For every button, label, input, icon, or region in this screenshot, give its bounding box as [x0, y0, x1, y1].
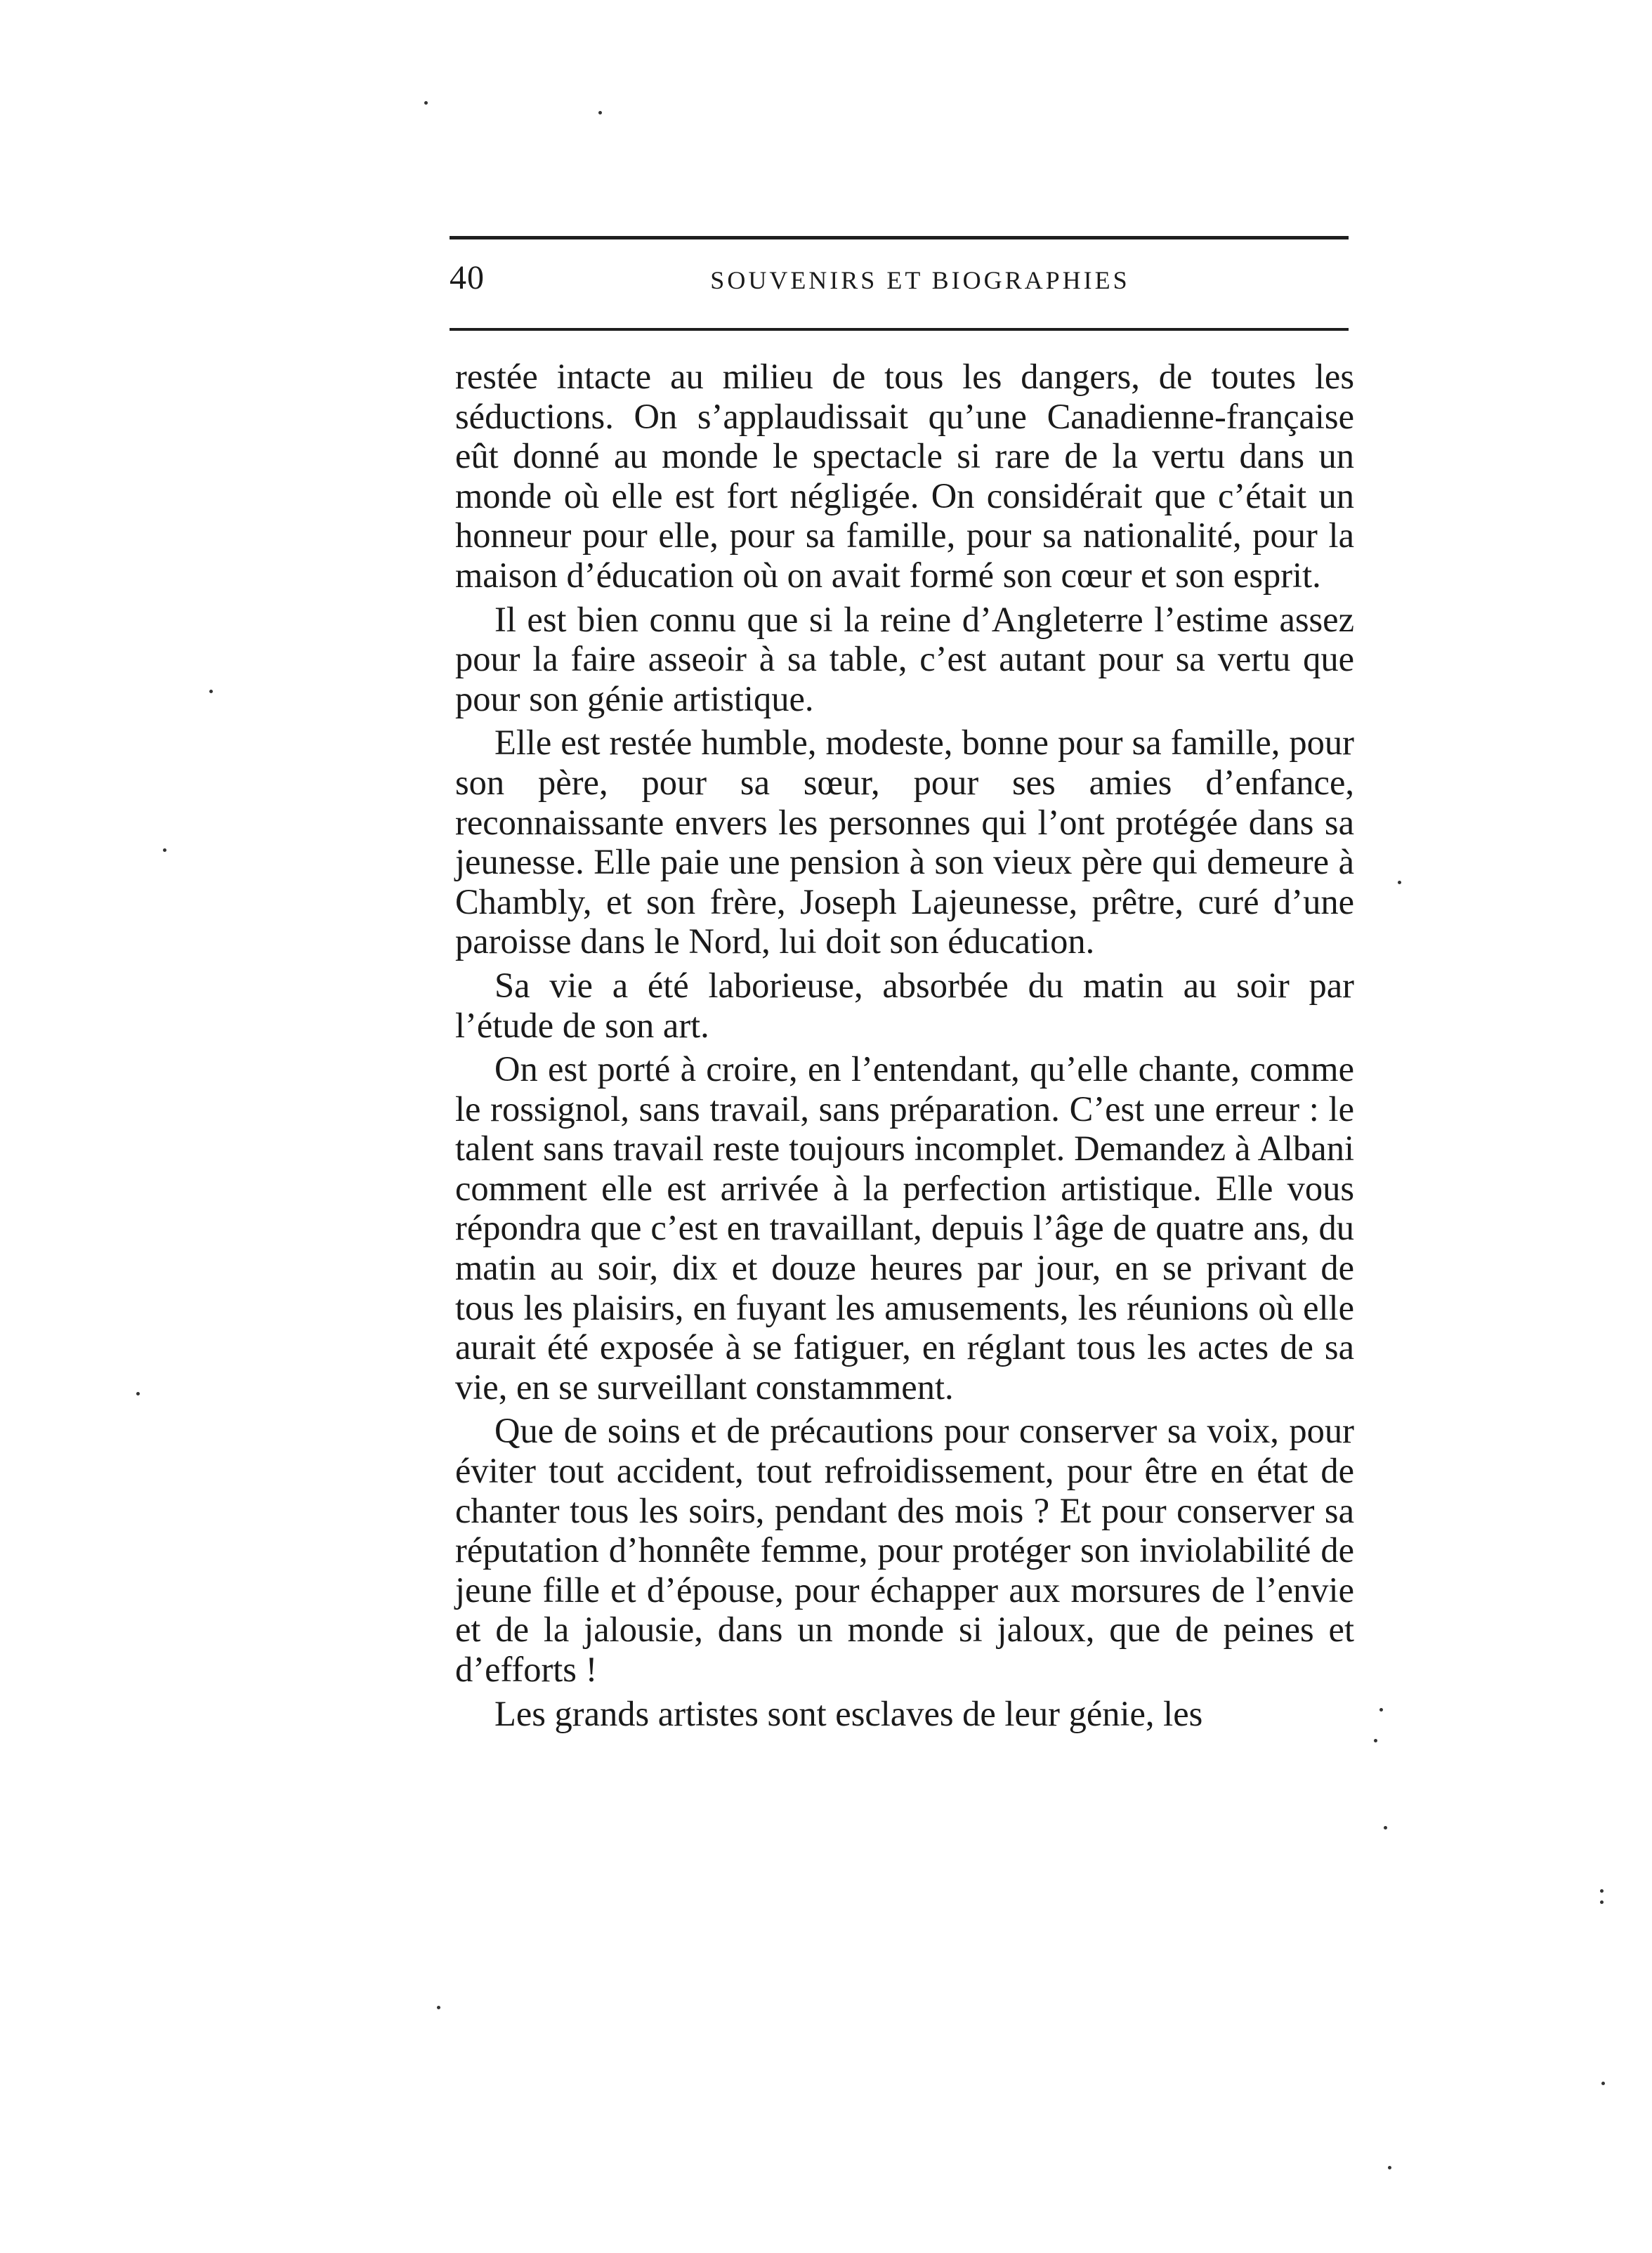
scan-speck	[1398, 881, 1401, 884]
paragraph: Les grands artistes sont esclaves de leur génie, les	[494, 1693, 1203, 1733]
running-head	[450, 253, 1349, 316]
running-title: SOUVENIRS ET BIOGRAPHIES	[710, 266, 1130, 294]
header-rule-top	[450, 236, 1349, 239]
scan-speck	[1601, 2082, 1605, 2085]
paragraph: Elle est restée humble, modeste, bonne pour sa famille, pour son père, pour sa sœur, pour ses amies d’enfance, reconnaissante envers les personnes qui l’ont protégée dans sa jeunesse. Elle paie une pension à son vieux père qui demeure à Chambly, et son frère, Joseph Lajeunesse, prêtre, curé d’une paroisse dans le Nord, lui doit son éducation.	[455, 723, 1354, 961]
scan-speck	[209, 690, 213, 693]
paragraph: Il est bien connu que si la reine d’Angleterre l’estime assez pour la faire asseoir à sa table, c’est autant pour sa vertu que pour son génie artistique.	[455, 599, 1354, 718]
scan-speck	[424, 101, 428, 105]
paragraph: Sa vie a été laborieuse, absorbée du matin au soir par l’étude de son art.	[455, 965, 1354, 1045]
page-number: 40	[450, 259, 485, 296]
header-rule-bottom	[450, 328, 1349, 331]
scan-speck	[136, 1392, 140, 1395]
scan-speck	[1388, 2166, 1391, 2169]
body-text	[455, 357, 1354, 1738]
scan-speck	[1374, 1739, 1377, 1742]
scan-speck	[1600, 1889, 1604, 1893]
scan-speck	[598, 111, 602, 114]
scan-speck	[163, 848, 166, 852]
paragraph: Que de soins et de précautions pour conserver sa voix, pour éviter tout accident, tout refroidissement, pour être en état de chanter tous les soirs, pendant des mois ? Et pour conserver sa réputation d’honnête femme, pour protéger son inviolabilité de jeune fille et d’épouse, pour échapper aux morsures de l’envie et de la jalousie, dans un monde si jaloux, que de peines et d’efforts !	[455, 1411, 1354, 1689]
scan-speck	[1384, 1826, 1387, 1830]
paragraph: restée intacte au milieu de tous les dangers, de toutes les séductions. On s’applaudissait qu’une Canadienne-française eût donné au monde le spectacle si rare de la vertu dans un monde où elle est fort négligée. On considérait que c’était un honneur pour elle, pour sa famille, pour sa nationalité, pour la maison d’éducation où on avait formé son cœur et son esprit.	[455, 357, 1354, 595]
scan-speck	[1600, 1900, 1604, 1904]
scan-speck	[437, 2006, 440, 2009]
scan-speck	[1379, 1708, 1383, 1712]
paragraph: On est porté à croire, en l’entendant, qu’elle chante, comme le rossignol, sans travail, sans préparation. C’est une erreur : le talent sans travail reste toujours incomplet. Demandez à Albani comment elle est arrivée à la perfection artistique. Elle vous répondra que c’est en travaillant, depuis l’âge de quatre ans, du matin au soir, dix et douze heures par jour, en se privant de tous les plaisirs, en fuyant les amusements, les réunions où elle aurait été exposée à se fatiguer, en réglant tous les actes de sa vie, en se surveillant constamment.	[455, 1049, 1354, 1407]
